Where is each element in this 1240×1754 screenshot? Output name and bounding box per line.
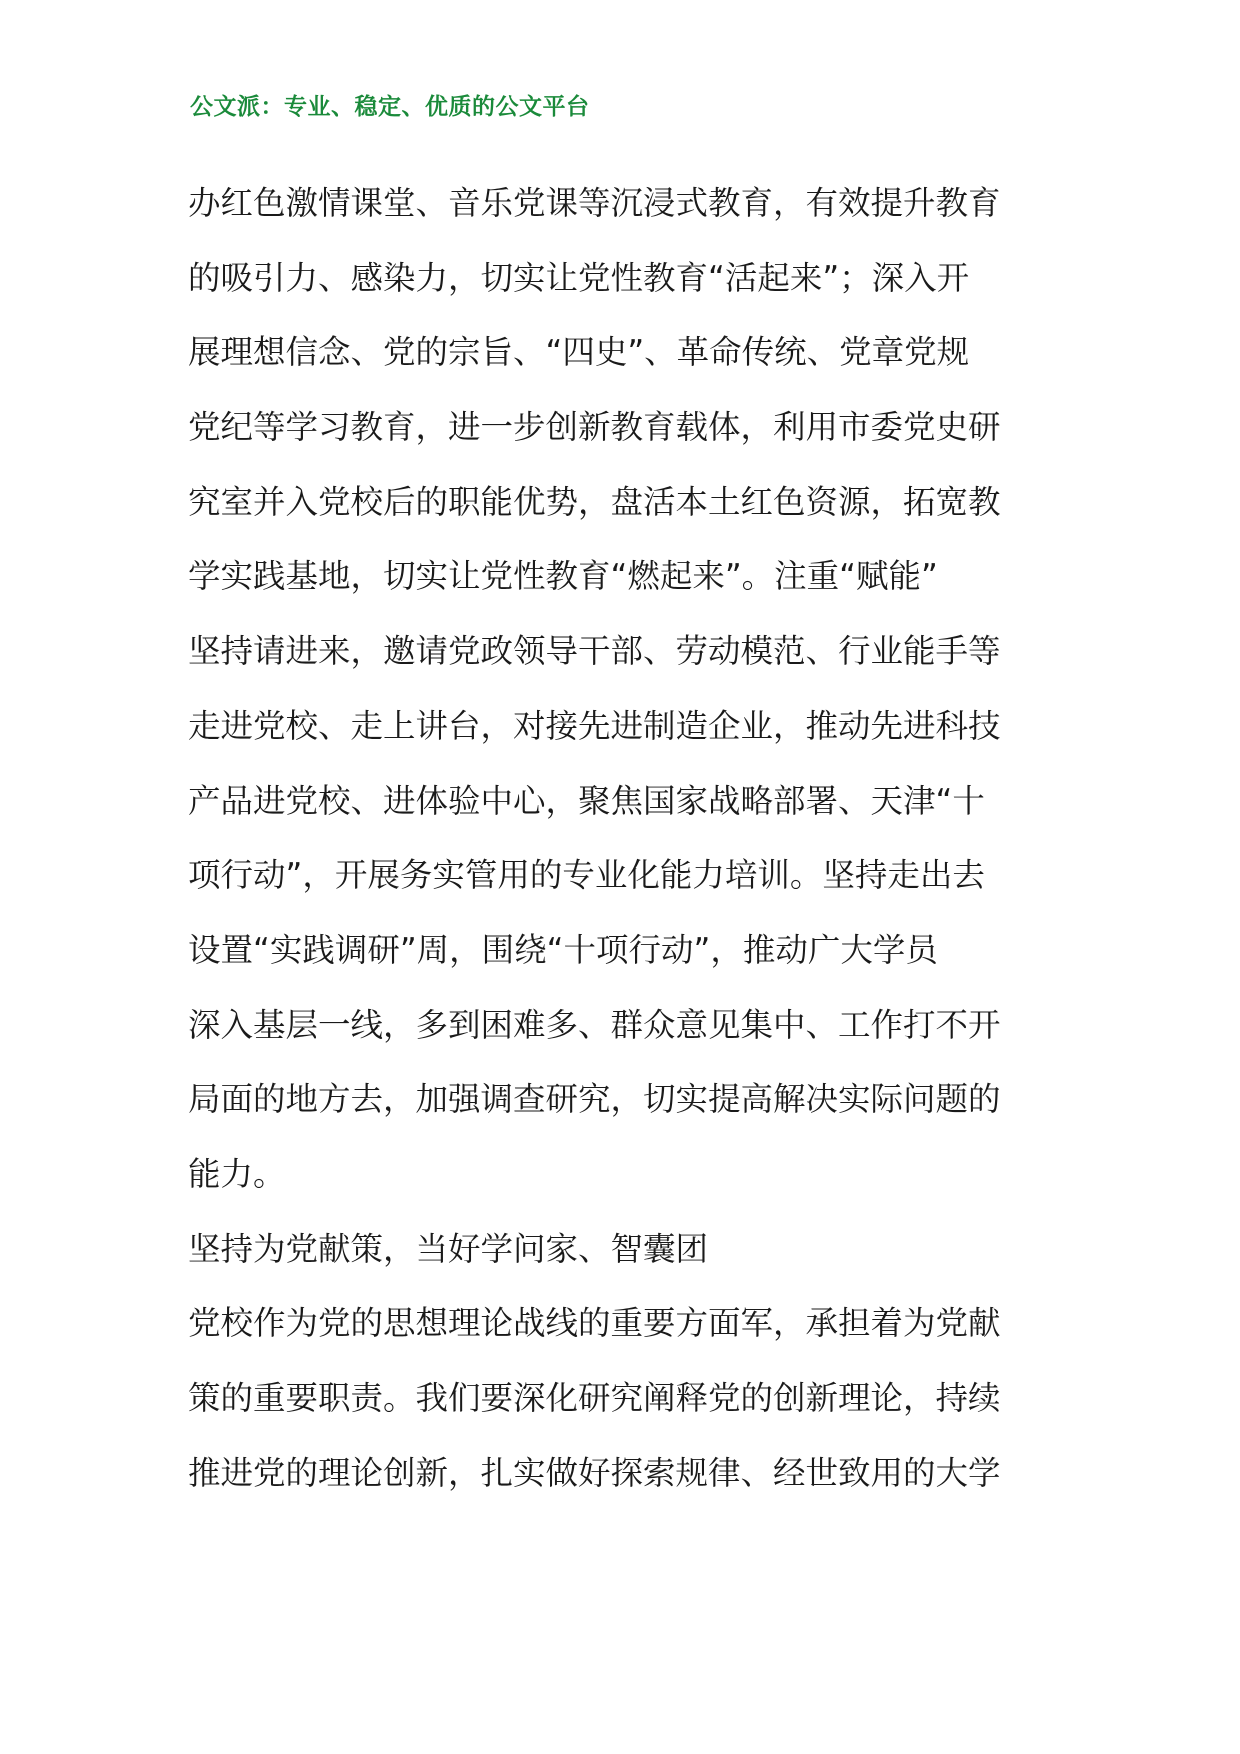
page-header-title: 公文派：专业、稳定、优质的公文平台	[190, 94, 590, 120]
text-line: 党校作为党的思想理论战线的重要方面军，承担着为党献	[188, 1304, 1001, 1343]
text-line: 推进党的理论创新，扎实做好探索规律、经世致用的大学	[188, 1453, 1001, 1492]
text-line: 党纪等学习教育，进一步创新教育载体，利用市委党史研	[188, 408, 1001, 447]
text-line: 究室并入党校后的职能优势，盘活本土红色资源，拓宽教	[188, 482, 1001, 521]
document-body	[188, 166, 1060, 1510]
text-line: 深入基层一线，多到困难多、群众意见集中、工作打不开	[188, 1005, 1001, 1044]
section-heading: 坚持为党献策，当好学问家、智囊团	[188, 1229, 709, 1268]
paragraph-2	[188, 1286, 1060, 1510]
text-line: 策的重要职责。我们要深化研究阐释党的创新理论，持续	[188, 1379, 1001, 1417]
text-line: 产品进党校、进体验中心，聚焦国家战略部署、天津“十	[188, 781, 985, 820]
text-line: 展理想信念、党的宗旨、“四史”、革命传统、党章党规	[188, 333, 970, 372]
paragraph-1	[188, 166, 1060, 1212]
text-line: 局面的地方去，加强调查研究，切实提高解决实际问题的	[188, 1080, 1001, 1119]
text-line: 的吸引力、感染力，切实让党性教育“活起来”；深入开	[188, 258, 970, 297]
text-line: 设置“实践调研”周，围绕“十项行动”，推动广大学员	[188, 930, 938, 969]
text-line: 项行动”，开展务实管用的专业化能力培训。坚持走出去	[188, 856, 985, 895]
text-line: 办红色激情课堂、音乐党课等沉浸式教育，有效提升教育	[188, 184, 1001, 222]
text-line: 坚持请进来，邀请党政领导干部、劳动模范、行业能手等	[188, 632, 1001, 671]
text-line: 学实践基地，切实让党性教育“燃起来”。注重“赋能”	[188, 557, 938, 596]
text-line: 走进党校、走上讲台，对接先进制造企业，推动先进科技	[188, 706, 1001, 745]
text-line: 能力。	[188, 1154, 286, 1193]
